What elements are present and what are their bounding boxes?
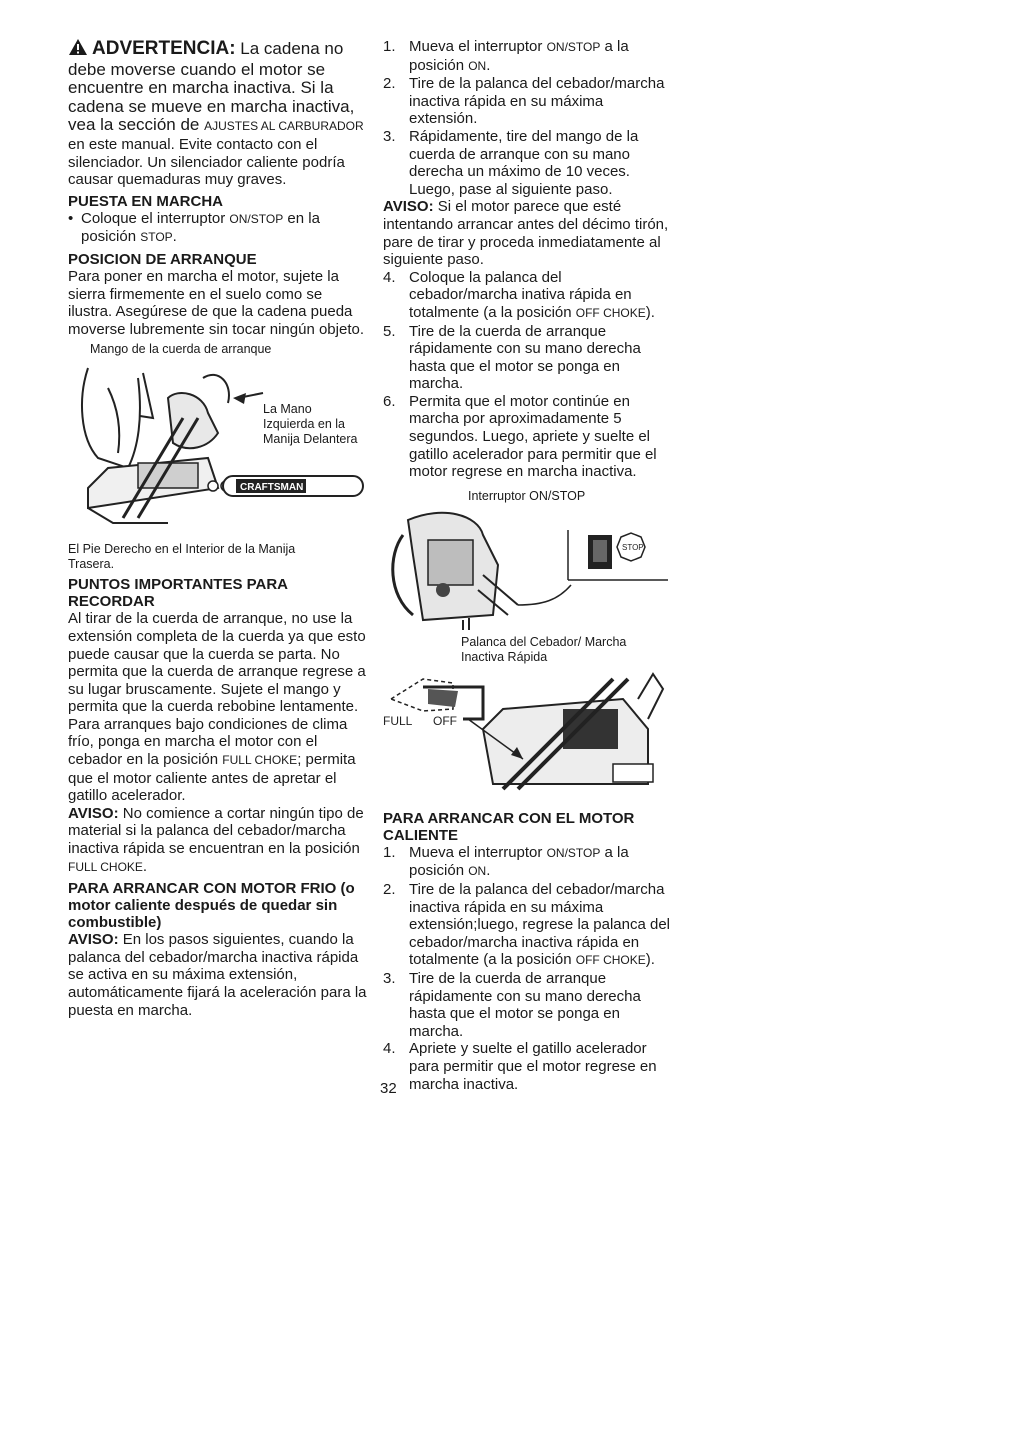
- brand-label: CRAFTSMAN: [240, 482, 304, 494]
- warm-steps: [383, 844, 673, 1093]
- list-item: 1. Mueva el interruptor ON/STOP a la posición ON.: [383, 38, 629, 74]
- figure-on-stop-switch: [383, 489, 673, 629]
- list-item: • Coloque el interruptor ON/STOP en la posición STOP.: [68, 210, 368, 247]
- cold-steps-b: [383, 269, 673, 481]
- full-label: FULL: [383, 713, 413, 728]
- list-item: 3. Rápidamente, tire del mango de la cuerda de arranque con su mano derecha un máximo de 10 veces. Luego, pase al siguiente paso.: [383, 127, 639, 198]
- frio-heading: PARA ARRANCAR CON MOTOR FRIO (o motor caliente después de quedar sin combustible): [68, 880, 355, 932]
- figure3-label: Palanca del Cebador/ Marcha Inactiva Rápida: [461, 634, 627, 664]
- frio-aviso: AVISO: En los pasos siguientes, cuando la palanca del cebador/marcha inactiva rápida se activa en su máxima extensión, automáticamente fijará la aceleración para la puesta en marcha.: [68, 931, 367, 1019]
- list-item: 2. Tire de la palanca del cebador/marcha inactiva rápida en su máxima extensión;luego, regrese la palanca del cebador/marcha inactiva rápida en totalmente (a la posición OFF CHOKE).: [383, 881, 671, 969]
- warning-text: La cadena no debe moverse cuando el motor se encuentre en marcha inactiva. Si la cadena se mueve en marcha inactiva, vea la sección de: [68, 39, 355, 135]
- puntos-p2: Para arranques bajo condiciones de clima frío, ponga en marcha el motor con el cebador en la posición FULL CHOKE; permita que el motor caliente antes de apretar el gatillo acelerador.: [68, 715, 356, 805]
- page-number: 32: [380, 1080, 397, 1097]
- figure-starting-position: [68, 342, 368, 542]
- list-item: 6. Permita que el motor continúe en marcha por aproximadamente 5 segundos. Luego, apriete y suelte el gatillo acelerador para permitir que el motor regrese en marcha inactiva.: [383, 392, 657, 481]
- off-label: OFF: [433, 713, 457, 728]
- left-column: [68, 38, 368, 1019]
- puesta-heading: PUESTA EN MARCHA: [68, 192, 224, 210]
- list-item: 4. Apriete y suelte el gatillo acelerador para permitir que el motor regrese en marcha inactiva.: [383, 1040, 657, 1093]
- cold-steps-a: [383, 38, 673, 198]
- figure1-caption-bottom: El Pie Derecho en el Interior de la Manija Trasera.: [68, 542, 296, 572]
- choke-lever-illustration: [383, 669, 673, 799]
- list-item: 4. Coloque la palanca del cebador/marcha inativa rápida en totalmente (a la posición OFF CHOKE).: [383, 268, 655, 321]
- warning-label: ADVERTENCIA:: [92, 38, 236, 59]
- warning-paragraph: [68, 38, 368, 189]
- on-stop-switch-illustration: [383, 505, 673, 630]
- figure1-caption-top: Mango de la cuerda de arranque: [90, 342, 272, 357]
- puntos-heading: PUNTOS IMPORTANTES PARA RECORDAR: [68, 576, 288, 611]
- aviso-right: AVISO: Si el motor parece que esté intentando arrancar antes del décimo tirón, pare de tirar y proceda inmediatamente al siguiente paso.: [383, 198, 669, 269]
- list-item: 1. Mueva el interruptor ON/STOP a la posición ON.: [383, 843, 629, 880]
- figure-choke-lever: [383, 635, 673, 800]
- warning-triangle-icon: [68, 38, 88, 61]
- stop-label: STOP: [622, 542, 644, 552]
- puesta-list: [68, 210, 368, 247]
- figure1-caption-right: La Mano Izquierda en la Manija Delantera: [263, 402, 358, 447]
- posicion-heading: POSICION DE ARRANQUE: [68, 250, 257, 268]
- list-item: 3. Tire de la cuerda de arranque rápidamente con su mano derecha hasta que el motor se ponga en marcha.: [383, 970, 641, 1040]
- right-column: [383, 38, 673, 1093]
- list-item: 5. Tire de la cuerda de arranque rápidamente con su mano derecha hasta que el motor se ponga en marcha.: [383, 322, 641, 393]
- warning-ref: AJUSTES AL CARBURADOR: [204, 119, 364, 134]
- chainsaw-start-illustration: [68, 358, 368, 538]
- figure2-label: Interruptor ON/STOP: [468, 488, 586, 503]
- warning-text2: en este manual. Evite contacto con el silenciador. Un silenciador caliente podría causar quemaduras muy graves.: [68, 135, 345, 189]
- posicion-text: Para poner en marcha el motor, sujete la sierra firmemente en el suelo como se ilustra. Asegúrese de que la cadena pueda moverse lubremente sin tocar ningún objeto.: [68, 267, 365, 338]
- caliente-heading: PARA ARRANCAR CON EL MOTOR CALIENTE: [383, 809, 635, 844]
- list-item: 2. Tire de la palanca del cebador/marcha inactiva rápida en su máxima extensión.: [383, 75, 665, 128]
- puntos-p1: Al tirar de la cuerda de arranque, no use la extensión completa de la cuerda ya que esto puede causar que la cuerda se parta. No permita que la cuerda de arranque regrese a su lugar bruscamente. Sujete el mango y permita que la cuerda rebobine lentamente.: [68, 610, 366, 716]
- puntos-aviso: AVISO: No comience a cortar ningún tipo de material si la palanca del cebador/marcha inactiva rápida se encuentran en la posición FULL CHOKE.: [68, 804, 364, 875]
